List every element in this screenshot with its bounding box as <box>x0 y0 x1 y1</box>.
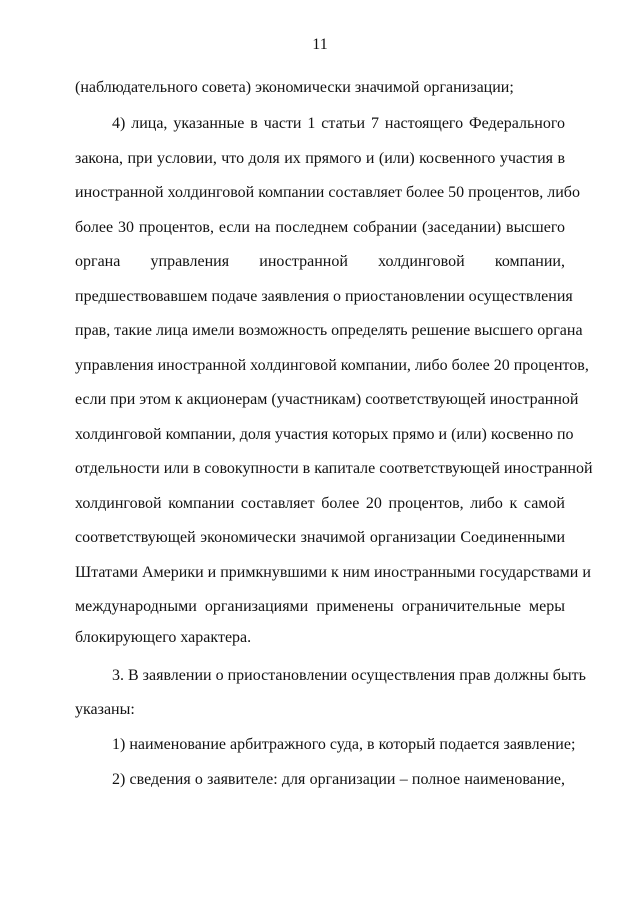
text-line: указаны: <box>75 701 135 718</box>
text-line: 4) лица, указанные в части 1 статьи 7 настоящего Федерального <box>112 115 565 132</box>
text-line: Штатами Америки и примкнувшими к ним иностранными государствами и <box>75 564 591 581</box>
text-line: если при этом к акционерам (участникам) соответствующей иностранной <box>75 391 579 408</box>
text-line: холдинговой компании, доля участия которых прямо и (или) косвенно по <box>75 426 574 443</box>
text-line: более 30 процентов, если на последнем собрании (заседании) высшего <box>75 219 565 236</box>
page-number: 11 <box>312 36 328 53</box>
text-line: международными организациями применены ограничительные меры <box>75 598 565 615</box>
text-line: отдельности или в совокупности в капитале соответствующей иностранной <box>75 460 593 477</box>
text-line: (наблюдательного совета) экономически значимой организации; <box>75 79 514 96</box>
text-line: 1) наименование арбитражного суда, в который подается заявление; <box>112 736 576 753</box>
text-line: прав, такие лица имели возможность определять решение высшего органа <box>75 322 583 339</box>
text-line: управления иностранной холдинговой компании, либо более 20 процентов, <box>75 357 589 374</box>
text-line: холдинговой компании составляет более 20 процентов, либо к самой <box>75 495 565 512</box>
text-line: иностранной холдинговой компании составляет более 50 процентов, либо <box>75 184 580 201</box>
text-line: 2) сведения о заявителе: для организации – полное наименование, <box>112 771 565 788</box>
text-line: закона, при условии, что доля их прямого и (или) косвенного участия в <box>75 150 565 167</box>
text-line: предшествовавшем подаче заявления о приостановлении осуществления <box>75 288 573 305</box>
text-line: блокирующего характера. <box>75 629 252 646</box>
text-line: 3. В заявлении о приостановлении осуществления прав должны быть <box>112 667 586 684</box>
text-line: соответствующей экономически значимой организации Соединенными <box>75 529 565 546</box>
text-line: органа управления иностранной холдинговой компании, <box>75 253 565 270</box>
